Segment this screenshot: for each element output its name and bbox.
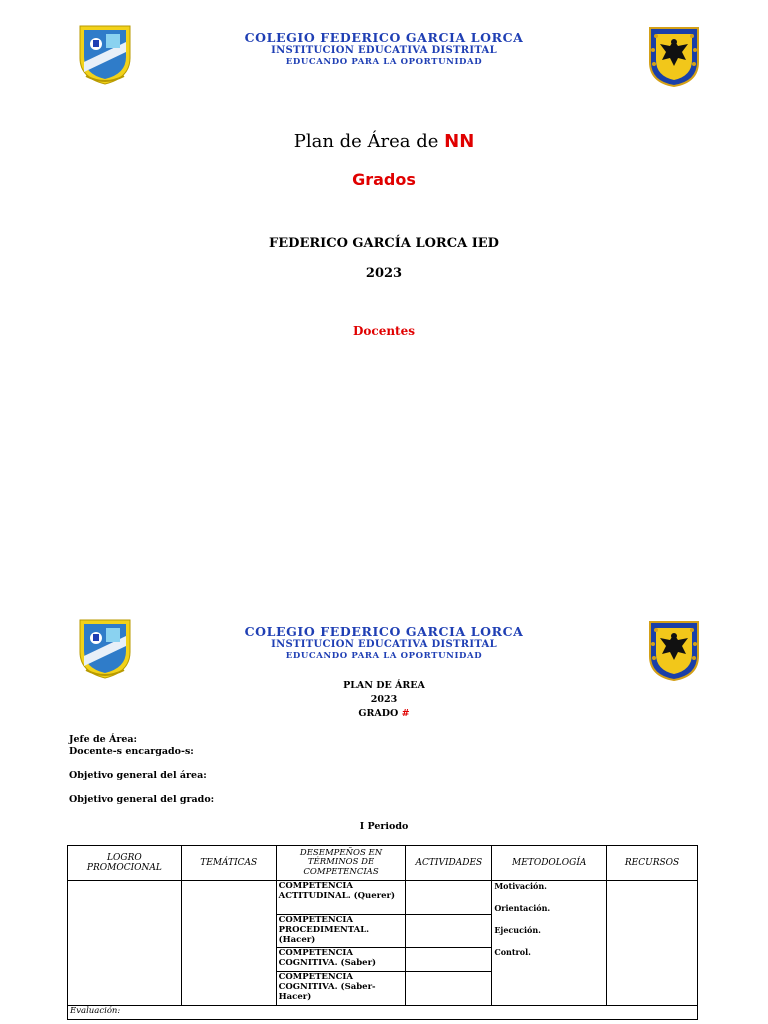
table-header-row <box>68 846 698 881</box>
table-row <box>68 881 698 915</box>
metodologia-item: Orientación. <box>494 903 551 913</box>
objetivo-area-label: Objetivo general del área: <box>69 770 207 781</box>
school-crest-icon <box>76 616 134 680</box>
col-header-metodologia: METODOLOGÍA <box>492 846 607 881</box>
school-name: COLEGIO FEDERICO GARCIA LORCA <box>244 30 524 45</box>
page2-title-block <box>0 679 768 721</box>
grade-marker: # <box>401 708 410 719</box>
metodologia-item: Motivación. <box>494 881 547 891</box>
institution-name: INSTITUCION EDUCATIVA DISTRITAL <box>271 639 497 650</box>
bogota-coat-of-arms-icon <box>648 26 700 88</box>
plan-title-prefix: Plan de Área de <box>293 131 445 152</box>
school-name: COLEGIO FEDERICO GARCIA LORCA <box>244 624 524 639</box>
plan-table <box>67 845 698 1020</box>
competencia-cognitiva-saber: COMPETENCIA COGNITIVA. (Saber) <box>276 948 406 972</box>
col-header-tematicas: TEMÁTICAS <box>181 846 276 881</box>
docentes-label: Docentes <box>352 324 415 338</box>
grados-subtitle: Grados <box>352 170 416 189</box>
actividades-cell[interactable] <box>406 915 492 948</box>
grade-line <box>0 707 768 721</box>
col-header-logro: LOGRO PROMOCIONAL <box>68 846 182 881</box>
actividades-cell[interactable] <box>406 972 492 1006</box>
page1-header <box>0 22 768 102</box>
metodologia-cell <box>492 881 607 1006</box>
metodologia-item: Ejecución. <box>494 925 541 935</box>
header-text-block <box>180 30 588 68</box>
competencia-cognitiva-saber-hacer: COMPETENCIA COGNITIVA. (Saber-Hacer) <box>276 972 406 1006</box>
logro-cell[interactable] <box>68 881 182 1006</box>
actividades-cell[interactable] <box>406 948 492 972</box>
plan-title <box>0 131 768 152</box>
plan-area-year: 2023 <box>370 694 398 705</box>
col-header-actividades: ACTIVIDADES <box>406 846 492 881</box>
tematicas-cell[interactable] <box>181 881 276 1006</box>
competencia-procedimental: COMPETENCIA PROCEDIMENTAL. (Hacer) <box>276 915 406 948</box>
metodologia-item: Control. <box>494 947 531 957</box>
col-header-desempenos: DESEMPEÑOS EN TÉRMINOS DE COMPETENCIAS <box>276 846 406 881</box>
jefe-area-label: Jefe de Área: <box>69 734 138 745</box>
bogota-coat-of-arms-icon <box>648 620 700 682</box>
actividades-cell[interactable] <box>406 881 492 915</box>
header-text-block <box>180 624 588 662</box>
institution-name: INSTITUCION EDUCATIVA DISTRITAL <box>271 45 497 56</box>
competencia-actitudinal: COMPETENCIA ACTITUDINAL. (Querer) <box>276 881 406 915</box>
evaluation-row <box>68 1006 698 1020</box>
cover-year: 2023 <box>365 266 403 281</box>
evaluacion-label[interactable]: Evaluación: <box>68 1006 698 1020</box>
school-motto: EDUCANDO PARA LA OPORTUNIDAD <box>285 651 483 661</box>
school-motto: EDUCANDO PARA LA OPORTUNIDAD <box>285 57 483 67</box>
docentes-encargados-label: Docente-s encargado-s: <box>69 746 194 757</box>
plan-area-heading: PLAN DE ÁREA <box>343 680 425 691</box>
periodo-heading: I Periodo <box>359 821 409 832</box>
col-header-recursos: RECURSOS <box>607 846 698 881</box>
grade-label: GRADO <box>358 708 402 719</box>
school-crest-icon <box>76 22 134 86</box>
school-ied-name: FEDERICO GARCÍA LORCA IED <box>269 236 499 251</box>
objetivo-grado-label: Objetivo general del grado: <box>69 794 215 805</box>
recursos-cell[interactable] <box>607 881 698 1006</box>
plan-title-area-name: NN <box>444 131 475 152</box>
